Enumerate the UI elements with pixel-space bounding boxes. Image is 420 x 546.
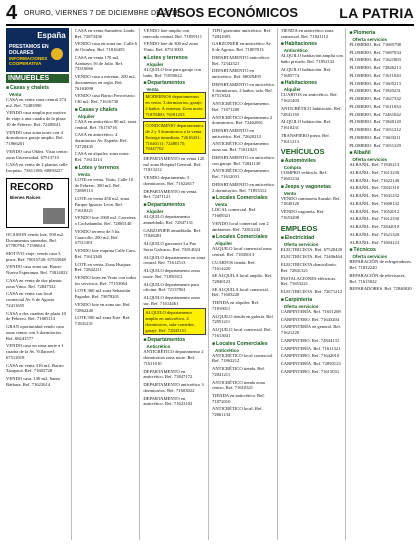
ad-item: CASA en venta 170 m2. Aramayo 16 de Julio. Ref. 73310066 xyxy=(74,54,124,72)
bullet-icon: ■ xyxy=(74,164,78,171)
ad-item: LOCAL comercial. Ref. 71608321 xyxy=(212,207,257,219)
column-4 xyxy=(212,28,278,540)
ad-item: DEPARTAMENTO en venta. Ref. 72471121 xyxy=(143,188,198,200)
ad-item: PLOMERO. Ref. 71651229 xyxy=(349,142,401,148)
ad-item: CARPINTERO. Ref. 71615031 xyxy=(280,368,340,374)
ad-item: VENDO casa a estrenar, 200 m2, documentos en regla. Ref. 76163098 xyxy=(74,74,136,91)
ad-item: VENDO vagoneta. Ref. 71653208 xyxy=(280,209,325,220)
ad-item: ALQUILO local comercial. Ref. 71613041 xyxy=(212,327,272,338)
sub-venta: Venta xyxy=(146,87,159,93)
ad-item: ELECTRICISTA domiciliario. Ref. 72841321 xyxy=(280,262,337,273)
ad-item: ALBAÑIL. Ref. 71604123 xyxy=(349,239,400,245)
ad-item: VENDO casa en zona norte a 1 cuadra de la Av. Villarroel. 67512018 xyxy=(6,343,64,360)
ad-item: ALQUILO tienda en galería. Ref. 72851211 xyxy=(212,313,275,325)
ad-item: PLOMERO. Ref. 71651212 xyxy=(349,127,401,133)
ad-item: ANTICRÉTICO tienda. Ref. 72841211 xyxy=(212,366,266,377)
espana-line1: PRESTAMOS EN DOLARES xyxy=(9,44,49,56)
bullet-icon: ■ xyxy=(74,106,78,113)
ad-item: OCASION vendo lote. 500 m2. Documentos saneados. Ref. 67780794; 71506614 xyxy=(6,231,65,249)
heading-lotes-alquiler: ■ Lotes y terrenos xyxy=(143,54,188,61)
ad-item: LOTE en venta. Vinto, Calle 10 de Febrero, 300 m2. Ref. 72869113 xyxy=(74,176,134,194)
sub-oferta-servicios: Oferta servicios xyxy=(352,157,388,163)
ad-item: ALBAÑIL. Ref. 72842010 xyxy=(349,224,400,230)
sub-oferta-servicios: Oferta servicios xyxy=(352,37,388,42)
ad-item: ANTICRÉTICO tienda zona centro. Ref. 71610321 xyxy=(212,379,265,391)
ad-item: ALQUILO departamento para oficina. Ref. 72137961 xyxy=(143,281,199,293)
ad-item: TIENDA en anticrético zona comercial. Ref. 71821112 xyxy=(280,28,334,39)
heading-casas-chalets: ■ Casas y chalets xyxy=(6,85,49,91)
ad-item: DEPARTAMENTO en venta 120 m2 zona Hospital General. Ref. 71813212 xyxy=(143,156,205,173)
ad-item: DEPARTAMENTO en anticrético. Ref. 71623102 xyxy=(143,395,193,407)
ad-item: DEPARTAMENTO anticrético. Ref. 72342321 xyxy=(212,54,271,66)
column-5 xyxy=(281,28,347,540)
espana-line2: INFORMACIONES COOPERATIVA xyxy=(9,56,48,66)
sub-venta: Venta xyxy=(283,190,296,196)
ad-item: CARPINTERO. Ref. 72844131 xyxy=(280,337,340,343)
record-realty-ad[interactable] xyxy=(6,178,69,228)
ad-item: VENDO lote amplio con mercado central. Ref. 71859111 xyxy=(143,28,203,39)
ad-item: VENDO casa en zona sur. Calle 6 de Octubre. Ref. 71816455 xyxy=(74,41,138,53)
sub-compra: Compra xyxy=(283,165,302,171)
ad-item: CARPINTERÍA. Ref. 71651208 xyxy=(280,308,341,314)
ad-item: LOTE en venta 450 m2, zona Parque Ignacio León. Ref. 71618221 xyxy=(74,196,130,213)
ad-item: VENDO casa. 130 m2. Santa Bárbara. Ref. 71622614 xyxy=(6,375,60,387)
ad-item: TIPO garzonier anticrético. Ref. 72841005 xyxy=(212,28,272,39)
ad-item: CASA en venta Sumidero Lindo. Ref. 72873436 xyxy=(74,28,136,39)
sub-alquiler: Alquiler xyxy=(146,61,164,67)
page-number: 4 xyxy=(6,2,18,24)
ad-item: VENDO casa Oblea. Vista centro zona Universidad. 67513710 xyxy=(6,148,68,160)
ad-item: VENDO terreno de 5 ha. Caracollo, 200 m2. Ref. 67511301 xyxy=(74,228,121,246)
ad-item: ALBAÑIL. Ref. 71621320 xyxy=(349,231,400,237)
ad-item: ALQUILO habitación. Ref. 71610231 xyxy=(280,119,332,131)
ad-item: CARPINTERÍA. Ref. 71611321 xyxy=(280,345,341,351)
ad-item: MOTIVO viaje, vendo casa 3 pisos. Ref. 70015740; 67533048 xyxy=(6,251,66,262)
ad-item: SE ALQUILA local comercial. Ref. 71603220 xyxy=(212,286,269,298)
section-inmuebles: INMUEBLES xyxy=(6,74,69,83)
ad-item: ALBAÑIL. Ref. 71652012 xyxy=(349,208,400,214)
ad-item: VENDO casa amplia por motivo de viaje a una cuadra de la plaza 10 de Febrero. Ref. 72485611 xyxy=(6,110,67,127)
ad-item: PLOMERO. Ref. 71685798 xyxy=(349,42,401,47)
ad-item: PLOMERO. Ref. 71627332 xyxy=(349,96,401,102)
column-1 xyxy=(6,28,72,540)
ad-item: DEPARTAMENTO en anticrético. Ref. 72620212 xyxy=(212,128,262,139)
espana-brand: España xyxy=(37,31,66,40)
ad-item: PLOMERO. Ref. 72846213 xyxy=(349,65,401,71)
bullet-icon: ■ xyxy=(143,54,147,61)
ad-item: CASA en anticrético 80 m2, zona central. Ref. 76176716 xyxy=(74,118,137,130)
ad-item: PLOMERO. Ref. 71845231 xyxy=(349,88,401,94)
newspaper-name: LA PATRIA xyxy=(339,5,414,21)
sub-alquiler: Alquiler xyxy=(146,209,164,215)
bullet-icon: ■ xyxy=(143,202,147,209)
ad-item: ANTICRÉTICO departamento 2 dormitorios zona norte. Ref. 71611010 xyxy=(143,349,204,366)
heading-tecnicos: ■ Técnicos xyxy=(349,247,376,254)
sub-venta: Venta xyxy=(215,202,228,208)
sub-venta: Venta xyxy=(77,171,90,177)
ad-item: PLOMERO. Ref. 71840120 xyxy=(349,119,401,125)
ad-item: PLOMERO. Ref. 71687034 xyxy=(349,49,401,55)
bullet-icon: ■ xyxy=(280,296,284,303)
ad-item: DEPARTAMENTO en anticrético 3 dormitorios, 2 baños, sala. Ref. 67513024 xyxy=(212,81,275,99)
section-vehiculos: VEHÍCULOS xyxy=(280,147,325,157)
ad-item: TRANSFIERO pieza. Ref. 71611213 xyxy=(280,132,330,144)
ad-item: DEPARTAMENTO en anticrético. Ref. 68029495 xyxy=(212,68,262,80)
dateline: ORURO, VIERNES 7 DE DICIEMBRE DE 2018 xyxy=(24,10,180,17)
ad-item: ALBAÑIL. Ref. 71613230 xyxy=(349,170,400,176)
coin-icon xyxy=(51,48,63,60)
ad-item: LOTE 360 m2 zona Sebastián Pagador. Ref. 73878201 xyxy=(74,288,131,300)
ad-item: ALQUILO departamento en zona central. Ref. 71612513 xyxy=(143,254,206,266)
bullet-icon: ■ xyxy=(280,158,284,165)
ad-item: ALQUILO lote para garaje con baño. Ref. 71850622 xyxy=(143,66,201,78)
ad-item: CASA en venta con local comercial Av. 6 de Agosto. 72411655 xyxy=(6,291,56,308)
ad-item: VENDO departamento 3 dormitorios. Ref. 71622617 xyxy=(143,175,195,186)
ad-item: VENDO lote de 300 m2 zona Vinto. Ref. 67513003 xyxy=(143,41,198,53)
ad-item: CASA en venta de 2 plantas calle Iroquizo. 73611180; 68050227 xyxy=(6,162,68,174)
heading-jeeps: ■ Jeeps y vagonetas xyxy=(280,183,331,190)
bullet-icon: ■ xyxy=(349,247,353,254)
ad-item: TIENDA en alquiler. Ref. 71810011 xyxy=(212,300,260,311)
ad-item: CASA a dos cuadras de plaza 10 de Febrero. Ref. 71605113 xyxy=(6,310,66,322)
bullet-icon: ■ xyxy=(280,183,284,190)
ad-item: ANTICRÉTICO departamento zona sur. Ref. 71611023 xyxy=(212,141,269,153)
bullet-icon: ■ xyxy=(280,80,284,87)
ad-item: GRAN oportunidad vendo casa zona centro con 3 dormitorios. Ref. 68241577 xyxy=(6,324,64,341)
ad-item: REPARACIÓN de televisores. Ref. 71615022 xyxy=(349,272,406,284)
ad-item: DEPARTAMENTO en anticrético 2 dormitorios. Ref. 71853312 xyxy=(212,181,275,193)
ad-item: ALBAÑIL. Ref. 71600132 xyxy=(349,200,400,206)
heading-lotes-terrenos: ■ Lotes y terrenos xyxy=(74,164,120,171)
ad-item: VENDO casa Barrio Ferroviario. 130 m2. Ref. 71616730 xyxy=(74,93,136,105)
heading-departamentos-anticretico: ■ Departamentos xyxy=(143,337,186,344)
ad-item: CARPINTERÍA en general. Ref. 71621220 xyxy=(280,324,342,336)
ad-item: PLOMERO. Ref. 71603211 xyxy=(349,134,401,140)
ad-item: VENDO lotes en Vinto con todos los servicios. Ref. 77153064 xyxy=(74,274,137,286)
sub-anticretico: Anticrético xyxy=(283,48,308,54)
column-3 xyxy=(143,28,209,540)
heading-departamentos-alquiler: ■ Departamentos xyxy=(143,202,186,209)
ad-item: CARPINTERO. Ref. 71643204 xyxy=(280,316,340,322)
bullet-icon: ■ xyxy=(349,30,353,36)
ad-item: SE ALQUILA local amplio. Ref. 72840123 xyxy=(212,273,273,284)
ad-item: CARPINTERÍA. Ref. 72850123 xyxy=(280,360,341,366)
ad-item: ALQUILO departamento zona norte. Ref. 71850312 xyxy=(143,268,200,279)
sub-oferta-servicios: Oferta servicios xyxy=(283,241,319,247)
ad-item: CASA en venta zona central 274 m2. Ref. 72483990 xyxy=(6,97,67,108)
ad-item: LOTE 500 m2 zona Este. Ref. 71841231 xyxy=(74,315,131,327)
sub-anticretico: Anticrético xyxy=(146,344,171,350)
ad-highlighted: MODERNOS departamentos en venta. 3 dormitorios, garaje, 2 baños. A estrenar. Zona norte. 71870400; 76181233 xyxy=(143,92,206,119)
ad-item: VENDO lote esquina Calle Caro. Ref. 71613340 xyxy=(74,248,137,259)
bullet-icon: ■ xyxy=(280,41,284,48)
record-sub: Bienes Raíces xyxy=(10,194,41,200)
ad-item: ANTICRÉTICO departamento. Ref. 71871200 xyxy=(212,101,270,112)
ad-item: COMPRO vehículo. Ref. 71601234 xyxy=(280,170,328,182)
ad-item: CUARTOS tienda. Ref. 71614220 xyxy=(212,259,256,271)
ad-item: PLOMERO. Ref. 71621803 xyxy=(349,57,401,63)
ad-item: ALQUILO departamento amueblado. Ref. 72847131 xyxy=(143,214,194,225)
ad-item: ANTICRÉTICO departamento 2 dormitorios. Ref. 72462061 xyxy=(212,114,273,126)
record-brand: RECORD xyxy=(10,181,54,193)
bullet-icon: ■ xyxy=(349,150,353,157)
ad-item: ANTICRÉTICO local. Ref. 72861134 xyxy=(212,406,263,418)
heading-plomeria: ■ Plomería xyxy=(349,30,376,36)
ad-item: ELECTRICISTA. Ref. 72671212 xyxy=(280,289,343,295)
section-title: AVISOS ECONÓMICOS xyxy=(156,5,299,20)
heading-departamentos-venta: ■ Departamentos xyxy=(143,80,186,87)
ad-item: CASA en venta 316 m2. Barrio Tarapacá. Ref. 71603728 xyxy=(6,362,64,374)
sub-alquiler: Alquiler xyxy=(77,113,95,119)
ad-item: ELECTRICISTA. Ref. 72406464 xyxy=(280,254,343,260)
ad-item: VENDO casa zona norte con 4 dormitorios garaje amplio. Ref. 71866201 xyxy=(6,129,64,147)
heading-carpinteria: ■ Carpintería xyxy=(280,296,313,303)
ad-item: ELECTRICISTA. Ref. 67520420 xyxy=(280,246,343,252)
sub-alquiler: Alquiler xyxy=(283,87,301,93)
ad-highlighted: CONDOMINIO departamentos de 2 y 3 dormitorios a la venta. Entrega inmediata. 72616431; 71640111; 72480175; 70447702 xyxy=(143,121,206,154)
sub-venta: Venta xyxy=(9,92,22,97)
ad-item: ALBAÑIL. Ref. 71622140 xyxy=(349,177,400,183)
bullet-icon: ■ xyxy=(143,80,147,87)
ad-item: VENDO local comercial con 2 ambientes. Ref. 72812242 xyxy=(212,220,269,232)
ad-item: ALQUILO habitación. Ref. 71685774 xyxy=(280,66,332,78)
ad-item: VENDO lote en zona sur. Ref. 72862240 xyxy=(74,301,131,313)
ad-item: ALBAÑIL. Ref. 72841310 xyxy=(349,185,400,191)
bullet-icon: ■ xyxy=(280,234,284,241)
ad-item: CASA en venta de dos plantas zona Vinto. Ref. 72847332 xyxy=(6,277,62,289)
ad-item: DEPARTAMENTO en anticrético con garaje. Ref. 72841130 xyxy=(212,154,275,166)
ad-item: ALQUILO habitación amplia con baño privado. Ref. 71852132 xyxy=(280,53,343,65)
ad-item: GARZONIER amueblado. Ref. 71846281 xyxy=(143,227,202,239)
heading-automoviles: ■ Automóviles xyxy=(280,158,316,165)
ad-item: ALQUILO local comercial zona central. Ref. 71845013 xyxy=(212,246,272,258)
ad-item: DEPARTAMENTO anticrético 3 dormitorios. Ref. 71603022 xyxy=(143,382,204,393)
ad-item: PLOMERO. Ref. 71611034 xyxy=(349,103,401,109)
ad-item: ANTICRÉTICO habitación. Ref. 72841130 xyxy=(280,105,342,117)
ad-item: REPARADORES. Ref. 72840020 xyxy=(349,286,412,292)
ad-item: ANTICRÉTICO local comercial. Ref. 71862212 xyxy=(212,352,274,364)
ad-item: LOTE en venta. Zona Huajara. Ref. 72842211 xyxy=(74,261,132,273)
ad-item: TIENDA en anticrético. Ref. 71872010 xyxy=(212,392,265,404)
ad-item: GARZONIER en anticrético Av. 6 de Agosto. Ref. 71807813 xyxy=(212,41,272,53)
sub-oferta-servicios: Oferta servicios xyxy=(283,303,319,309)
ad-item: CASA en anticrético, 4 dormitorios Av. España. Ref. 72720435 xyxy=(74,132,128,149)
ad-item: PLOMERO. Ref. 72461042 xyxy=(349,111,401,117)
ad-columns xyxy=(6,28,414,540)
ad-item: ALQUILO departamento zona sur. Ref. 71614461 xyxy=(143,294,200,306)
ad-item: ALBAÑIL. Ref. 71612330 xyxy=(349,216,400,222)
ad-item: CUARTOS en anticrético. Ref. 71621403 xyxy=(280,92,338,104)
heading-habitaciones-anticretico: ■ Habitaciones xyxy=(280,41,318,48)
house-photo xyxy=(43,208,65,224)
heading-habitaciones-alquiler: ■ Habitaciones xyxy=(280,80,318,87)
ad-item: VENDO lote 1000 m2. Carretera a Cochabamba. Ref. 72865140 xyxy=(74,215,136,227)
bullet-icon: ■ xyxy=(143,337,147,344)
bullet-icon: ■ xyxy=(212,195,216,202)
bullet-icon: ■ xyxy=(212,234,216,241)
espana-cooperative-ad[interactable] xyxy=(6,28,69,72)
ad-item: CASA en alquiler, zona norte. Ref. 71613214 xyxy=(74,151,130,163)
heading-locales-alquiler: ■ Locales Comerciales xyxy=(212,234,268,241)
heading-locales-venta: ■ Locales Comerciales xyxy=(212,195,268,202)
ad-item: CARPINTERO. Ref. 71642010 xyxy=(280,353,340,359)
ad-item: INSTALACIONES eléctricas. Ref. 71653221 xyxy=(280,275,337,287)
heading-casas-chalets-alquiler: ■ Casas y chalets xyxy=(74,106,118,113)
page-header xyxy=(6,4,414,26)
ad-item: ANTICRÉTICO departamento. Ref. 71612031 xyxy=(212,168,270,180)
ad-item: ALBAÑIL. Ref. 71845213 xyxy=(349,162,400,168)
ad-highlighted: ALQUILO departamento amplio en anticrético, 4 dormitorios, sala-comedor, garaje. Ref. 72845151 xyxy=(143,308,206,335)
sub-anticretico: Anticrético xyxy=(215,347,240,353)
ad-item: REPARACIÓN de refrigeradores. Ref. 71832220 xyxy=(349,259,412,271)
ad-item: PLOMERO. Ref. 71611020 xyxy=(349,72,401,78)
ad-item: ALBAÑIL. Ref. 71641232 xyxy=(349,193,400,199)
bullet-icon: ■ xyxy=(212,340,216,347)
ad-item: DEPARTAMENTO en anticrético. Ref. 73847172 xyxy=(143,368,193,380)
column-6 xyxy=(349,28,414,540)
sub-alquiler: Alquiler xyxy=(215,241,233,247)
ad-item: ALQUILO garzonier La Paz Soria Galvarro. Ref. 73814024 xyxy=(143,241,201,252)
ad-item: VENDO camioneta Suzuki. Ref. 71840120 xyxy=(280,195,341,207)
sub-oferta-servicios: Oferta servicios xyxy=(352,254,388,260)
bullet-icon: ■ xyxy=(6,85,10,91)
heading-locales-anticretico: ■ Locales Comerciales xyxy=(212,340,268,347)
heading-electricidad: ■ Electricidad xyxy=(280,234,315,241)
ad-item: VENDO casa zona sur. Barrio Nueva Esperanza. Ref. 73814022 xyxy=(6,264,68,276)
column-2 xyxy=(75,28,141,540)
ad-item: PLOMERO. Ref. 71605213 xyxy=(349,80,401,86)
heading-albanil: ■ Albañil xyxy=(349,150,371,157)
section-empleos: EMPLEOS xyxy=(280,223,318,233)
